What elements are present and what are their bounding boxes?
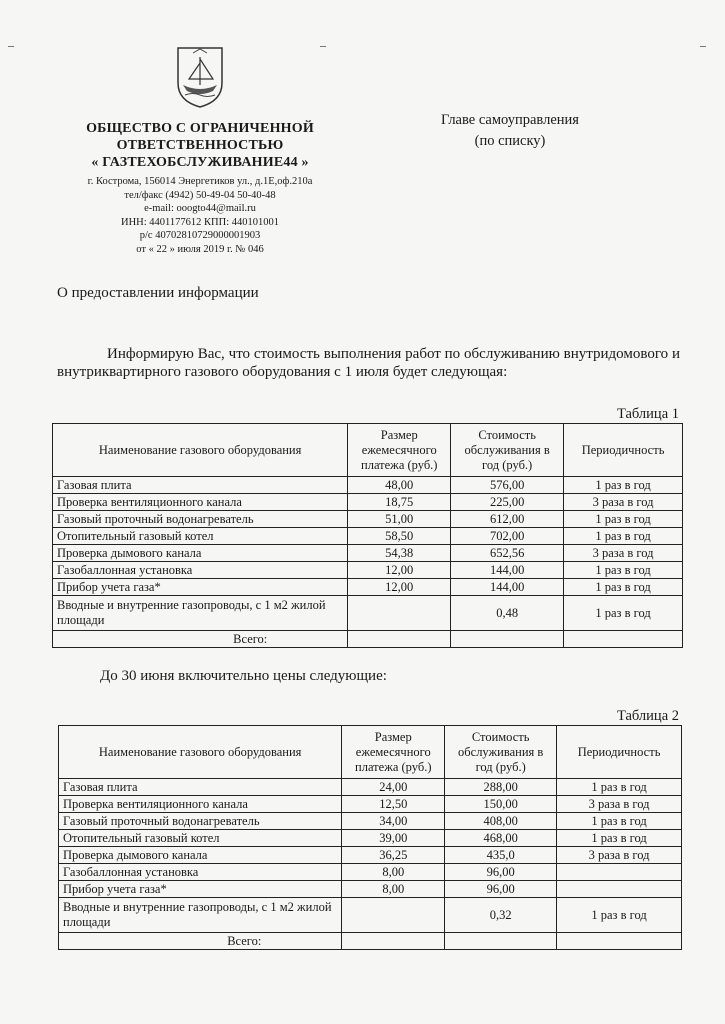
cell-yearly: 225,00 (451, 494, 564, 511)
cell-period (557, 864, 682, 881)
cell-period (557, 881, 682, 898)
section2-heading: До 30 июня включительно цены следующие: (100, 668, 387, 684)
org-inn: ИНН: 4401177612 КПП: 440101001 (121, 216, 279, 228)
cell-name: Прибор учета газа* (53, 579, 348, 596)
total-label: Всего: (59, 933, 342, 950)
cell-name: Прибор учета газа* (59, 881, 342, 898)
cell-yearly: 408,00 (445, 813, 557, 830)
cell-monthly: 36,25 (342, 847, 445, 864)
cell-monthly: 54,38 (348, 545, 451, 562)
table-row (59, 881, 682, 898)
org-name-line: « ГАЗТЕХОБСЛУЖИВАНИЕ44 » (91, 155, 309, 170)
cell-empty (445, 933, 557, 950)
cell-yearly: 0,48 (451, 596, 564, 631)
cell-period: 1 раз в год (557, 830, 682, 847)
table-row (53, 511, 683, 528)
org-phone: тел/факс (4942) 50-49-04 50-40-48 (124, 189, 276, 201)
cell-period: 1 раз в год (564, 511, 683, 528)
org-name-line: ОТВЕТСТВЕННОСТЬЮ (116, 138, 284, 153)
cell-name: Проверка вентиляционного канала (53, 494, 348, 511)
org-email: e-mail: ooogto44@mail.ru (144, 203, 256, 214)
cell-period: 3 раза в год (557, 796, 682, 813)
cell-yearly: 702,00 (451, 528, 564, 545)
table-row (59, 779, 682, 796)
org-name-line: ОБЩЕСТВО С ОГРАНИЧЕННОЙ (86, 121, 314, 136)
cell-monthly: 48,00 (348, 477, 451, 494)
cell-name: Отопительный газовый котел (53, 528, 348, 545)
letter-body: Информирую Вас, что стоимость выполнения работ по обслуживанию внутридомового и внутриквартирного газового оборудования с 1 июля будет следующая: (57, 346, 680, 380)
cell-yearly: 96,00 (445, 864, 557, 881)
header-name: Наименование газового оборудования (53, 424, 348, 477)
table-header-row (59, 726, 682, 779)
cell-period: 1 раз в год (564, 477, 683, 494)
table-row (53, 528, 683, 545)
table-row (59, 813, 682, 830)
pricing-table-2 (58, 725, 682, 950)
cell-name: Проверка дымового канала (53, 545, 348, 562)
cell-empty (451, 631, 564, 648)
table-row (59, 830, 682, 847)
org-details (60, 175, 340, 256)
cell-name: Газовый проточный водонагреватель (53, 511, 348, 528)
table-row (53, 562, 683, 579)
cell-period: 1 раз в год (564, 562, 683, 579)
cell-monthly: 24,00 (342, 779, 445, 796)
table-row (59, 898, 682, 933)
pricing-table-1 (52, 423, 683, 648)
cell-period: 1 раз в год (557, 779, 682, 796)
letter-date-number: от « 22 » июля 2019 г. № 046 (136, 243, 264, 255)
cell-monthly: 8,00 (342, 881, 445, 898)
letter-subject: О предоставлении информации (57, 285, 259, 301)
cell-name: Газобаллонная установка (53, 562, 348, 579)
header-monthly: Размер ежемесячного платежа (руб.) (348, 424, 451, 477)
header-period: Периодичность (564, 424, 683, 477)
table-row (59, 796, 682, 813)
table-row (59, 864, 682, 881)
cell-monthly (342, 898, 445, 933)
cell-monthly: 8,00 (342, 864, 445, 881)
header-yearly: Стоимость обслуживания в год (руб.) (451, 424, 564, 477)
cell-period: 1 раз в год (557, 813, 682, 830)
cell-monthly: 18,75 (348, 494, 451, 511)
cell-name: Проверка дымового канала (59, 847, 342, 864)
cell-yearly: 144,00 (451, 579, 564, 596)
cell-monthly: 12,00 (348, 562, 451, 579)
cell-period: 1 раз в год (564, 596, 683, 631)
header-monthly: Размер ежемесячного платежа (руб.) (342, 726, 445, 779)
cell-period: 1 раз в год (564, 579, 683, 596)
cell-period: 3 раза в год (564, 494, 683, 511)
header-yearly: Стоимость обслуживания в год (руб.) (445, 726, 557, 779)
table-row (53, 579, 683, 596)
table-total-row (53, 631, 683, 648)
cell-monthly: 12,50 (342, 796, 445, 813)
cell-name: Проверка вентиляционного канала (59, 796, 342, 813)
cell-empty (557, 933, 682, 950)
cell-monthly: 39,00 (342, 830, 445, 847)
cell-monthly: 58,50 (348, 528, 451, 545)
cell-yearly: 468,00 (445, 830, 557, 847)
cell-yearly: 652,56 (451, 545, 564, 562)
table-row (53, 477, 683, 494)
cell-empty (348, 631, 451, 648)
cell-monthly (348, 596, 451, 631)
table-row (53, 494, 683, 511)
cell-yearly: 288,00 (445, 779, 557, 796)
cell-empty (342, 933, 445, 950)
cell-name: Газобаллонная установка (59, 864, 342, 881)
organization-header (60, 120, 340, 256)
table-row (59, 847, 682, 864)
scan-mark (320, 46, 326, 47)
table1-caption: Таблица 1 (616, 406, 679, 422)
cell-yearly: 576,00 (451, 477, 564, 494)
cell-name: Вводные и внутренние газопроводы, с 1 м2 жилой площади (59, 898, 342, 933)
cell-monthly: 51,00 (348, 511, 451, 528)
cell-period: 1 раз в год (564, 528, 683, 545)
cell-name: Газовая плита (59, 779, 342, 796)
cell-yearly: 612,00 (451, 511, 564, 528)
cell-yearly: 144,00 (451, 562, 564, 579)
total-label: Всего: (53, 631, 348, 648)
org-account: р/с 40702810729000001903 (139, 230, 261, 241)
table-header-row (53, 424, 683, 477)
cell-name: Отопительный газовый котел (59, 830, 342, 847)
cell-yearly: 150,00 (445, 796, 557, 813)
cell-monthly: 12,00 (348, 579, 451, 596)
cell-name: Вводные и внутренние газопроводы, с 1 м2 жилой площади (53, 596, 348, 631)
cell-period: 3 раза в год (564, 545, 683, 562)
cell-yearly: 0,32 (445, 898, 557, 933)
cell-yearly: 435,0 (445, 847, 557, 864)
coat-of-arms-icon (175, 45, 225, 109)
table-row (53, 545, 683, 562)
cell-period: 3 раза в год (557, 847, 682, 864)
cell-name: Газовая плита (53, 477, 348, 494)
recipient-line: Главе самоуправления (441, 112, 579, 128)
table-row (53, 596, 683, 631)
cell-yearly: 96,00 (445, 881, 557, 898)
scan-mark (700, 46, 706, 47)
scan-mark (8, 46, 14, 47)
header-name: Наименование газового оборудования (59, 726, 342, 779)
org-address: г. Кострома, 156014 Энергетиков ул., д.1Е,оф.210а (87, 176, 313, 187)
cell-empty (564, 631, 683, 648)
recipient-block (400, 110, 620, 152)
cell-period: 1 раз в год (557, 898, 682, 933)
table2-caption: Таблица 2 (616, 708, 679, 724)
recipient-line: (по списку) (474, 133, 546, 149)
table-total-row (59, 933, 682, 950)
cell-name: Газовый проточный водонагреватель (59, 813, 342, 830)
header-period: Периодичность (557, 726, 682, 779)
cell-monthly: 34,00 (342, 813, 445, 830)
